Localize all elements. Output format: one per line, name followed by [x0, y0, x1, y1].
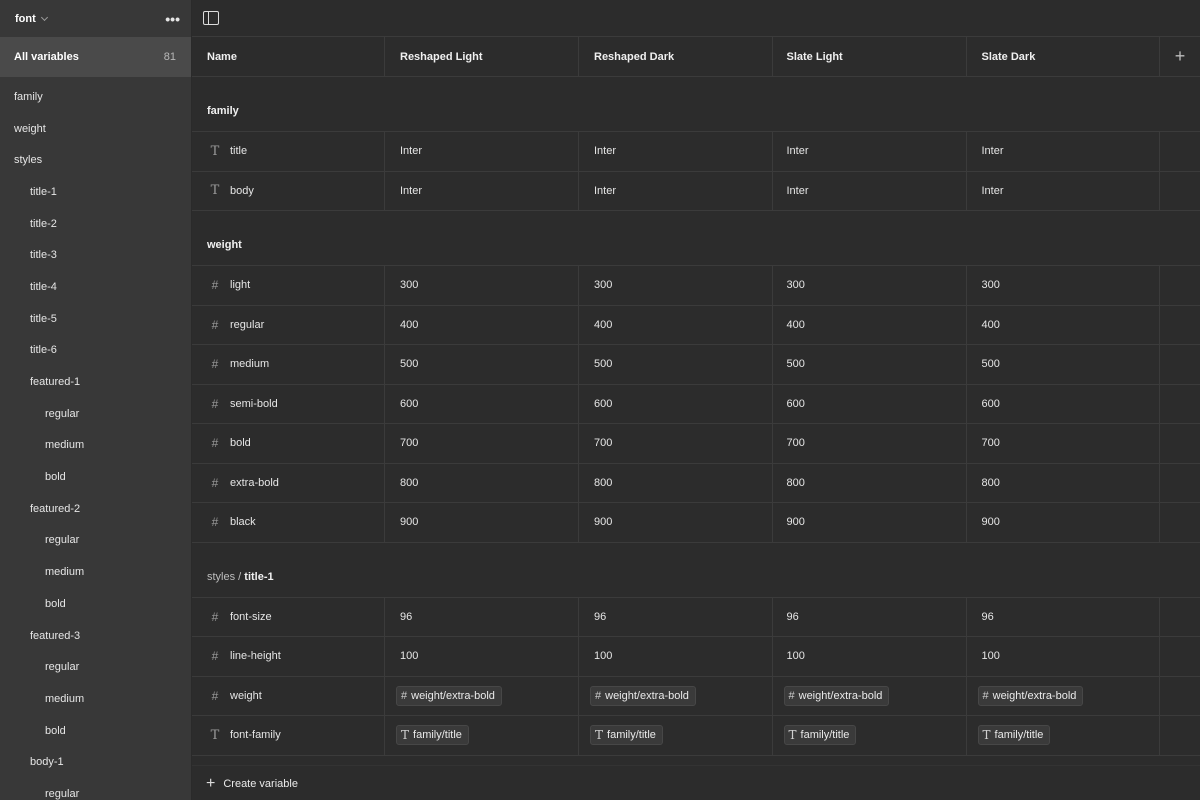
value-cell[interactable]	[385, 503, 579, 542]
number-icon: #	[211, 436, 219, 451]
variable-name: body	[230, 184, 254, 197]
sidebar-toggle-icon[interactable]	[203, 11, 219, 25]
sidebar	[0, 0, 192, 800]
value-cell[interactable]	[773, 424, 967, 463]
value-text: 300	[400, 279, 419, 292]
variable-name: bold	[230, 437, 251, 450]
variable-name: font-size	[230, 610, 272, 623]
empty-cell	[1160, 345, 1200, 384]
empty-cell	[1160, 677, 1200, 716]
value-text: Inter	[400, 145, 423, 158]
column-header-mode[interactable]: Reshaped Dark	[579, 37, 773, 76]
value-text: 300	[786, 279, 805, 292]
value-text: 800	[594, 476, 613, 489]
value-text: 700	[400, 437, 419, 450]
variable-name: semi-bold	[230, 397, 278, 410]
alias-chip[interactable]	[978, 725, 1051, 745]
value-text: 800	[786, 476, 805, 489]
sidebar-item-styles[interactable]: styles	[14, 154, 43, 167]
value-cell[interactable]	[385, 598, 579, 637]
sidebar-item-regular[interactable]: regular	[45, 787, 80, 800]
sidebar-item-regular[interactable]: regular	[45, 534, 80, 547]
alias-chip[interactable]	[590, 686, 696, 706]
variable-name: black	[230, 516, 256, 529]
group-name: title-1	[244, 570, 274, 583]
text-icon: T	[788, 728, 797, 743]
value-cell[interactable]	[579, 266, 773, 305]
alias-chip[interactable]	[978, 686, 1084, 706]
group-name: weight	[207, 239, 242, 251]
value-text: Inter	[594, 184, 617, 197]
sidebar-item-medium[interactable]: medium	[45, 692, 85, 705]
value-cell[interactable]	[579, 172, 773, 211]
value-text: 500	[400, 358, 419, 371]
value-cell[interactable]	[773, 464, 967, 503]
number-icon: #	[211, 317, 219, 332]
value-cell[interactable]	[773, 306, 967, 345]
add-mode-button[interactable]	[1160, 37, 1200, 76]
column-header-name[interactable]: Name	[192, 37, 385, 76]
table-row[interactable]	[192, 637, 1200, 677]
group-header	[192, 77, 1200, 132]
value-text: 700	[594, 437, 613, 450]
collection-name: font	[15, 12, 36, 25]
sidebar-item-all-variables[interactable]	[0, 37, 191, 77]
sidebar-item-title-4[interactable]: title-4	[30, 280, 57, 293]
variable-name-cell[interactable]	[192, 266, 385, 305]
sidebar-item-weight[interactable]: weight	[14, 122, 46, 135]
value-cell[interactable]	[967, 464, 1161, 503]
sidebar-item-featured-3[interactable]: featured-3	[30, 629, 81, 642]
value-cell[interactable]	[967, 598, 1161, 637]
value-cell[interactable]	[579, 424, 773, 463]
group-header	[192, 543, 1200, 598]
value-cell[interactable]	[773, 716, 967, 755]
collection-selector[interactable]	[0, 0, 191, 37]
variable-name: medium	[230, 358, 270, 371]
sidebar-item-family[interactable]: family	[14, 90, 43, 103]
value-cell[interactable]	[967, 132, 1161, 171]
table-row[interactable]	[192, 172, 1200, 212]
value-cell[interactable]	[385, 716, 579, 755]
empty-cell	[1160, 716, 1200, 755]
text-icon: T	[210, 727, 220, 743]
value-cell[interactable]	[579, 716, 773, 755]
column-header-mode[interactable]: Slate Dark	[967, 37, 1161, 76]
number-icon: #	[211, 515, 219, 530]
alias-chip[interactable]	[396, 725, 469, 745]
value-text: Inter	[981, 145, 1004, 158]
value-cell[interactable]	[385, 637, 579, 676]
value-text: 300	[594, 279, 613, 292]
value-cell[interactable]	[773, 598, 967, 637]
group-list	[0, 77, 191, 800]
sidebar-item-title-5[interactable]: title-5	[30, 312, 57, 325]
sidebar-item-medium[interactable]: medium	[45, 439, 85, 452]
text-icon: T	[210, 143, 220, 159]
alias-label: weight/extra-bold	[605, 689, 689, 702]
chevron-down-icon	[41, 13, 48, 20]
table-row[interactable]	[192, 464, 1200, 504]
text-icon: T	[982, 728, 991, 743]
variable-name-cell[interactable]	[192, 637, 385, 676]
number-icon: #	[595, 689, 602, 702]
variable-name-cell[interactable]	[192, 677, 385, 716]
value-text: 900	[981, 516, 1000, 529]
value-cell[interactable]	[967, 677, 1161, 716]
alias-label: weight/extra-bold	[798, 689, 883, 702]
value-cell[interactable]	[967, 306, 1161, 345]
table-row[interactable]	[192, 132, 1200, 172]
number-icon: #	[211, 688, 219, 703]
value-text: 600	[786, 397, 805, 410]
alias-chip[interactable]	[784, 725, 857, 745]
value-cell[interactable]	[967, 424, 1161, 463]
alias-chip[interactable]	[396, 686, 502, 706]
alias-label: family/title	[800, 729, 850, 742]
number-icon: #	[211, 396, 219, 411]
column-header-mode[interactable]: Slate Light	[773, 37, 967, 76]
value-text: Inter	[400, 184, 423, 197]
value-cell[interactable]	[385, 172, 579, 211]
empty-cell	[1160, 637, 1200, 676]
value-text: 400	[400, 318, 419, 331]
sidebar-item-bold[interactable]: bold	[45, 471, 66, 484]
value-cell[interactable]	[385, 132, 579, 171]
value-text: 96	[594, 610, 607, 623]
more-options-icon[interactable]: •••	[165, 10, 180, 27]
value-text: 800	[400, 476, 419, 489]
table-row[interactable]	[192, 424, 1200, 464]
alias-label: family/title	[607, 729, 656, 742]
empty-cell	[1160, 306, 1200, 345]
value-text: 500	[786, 358, 805, 371]
create-variable-label: Create variable	[223, 777, 298, 790]
table-row[interactable]	[192, 716, 1200, 756]
value-text: 500	[594, 358, 613, 371]
sidebar-item-title-1[interactable]: title-1	[30, 185, 57, 198]
value-cell[interactable]	[773, 132, 967, 171]
variable-name-cell[interactable]	[192, 132, 385, 171]
value-cell[interactable]	[579, 637, 773, 676]
value-cell[interactable]	[967, 266, 1161, 305]
number-icon: #	[211, 357, 219, 372]
value-cell[interactable]	[579, 132, 773, 171]
value-cell[interactable]	[385, 306, 579, 345]
value-cell[interactable]	[773, 266, 967, 305]
table-row[interactable]	[192, 598, 1200, 638]
table-row[interactable]	[192, 385, 1200, 425]
value-cell[interactable]	[579, 306, 773, 345]
value-cell[interactable]	[773, 637, 967, 676]
number-icon: #	[211, 475, 219, 490]
value-cell[interactable]	[579, 464, 773, 503]
value-text: 500	[981, 358, 1000, 371]
empty-cell	[1160, 503, 1200, 542]
value-text: 96	[786, 610, 799, 623]
sidebar-item-regular[interactable]: regular	[45, 407, 80, 420]
value-text: 700	[786, 437, 805, 450]
value-cell[interactable]	[967, 637, 1161, 676]
value-cell[interactable]	[773, 385, 967, 424]
table-row[interactable]	[192, 345, 1200, 385]
table-row[interactable]	[192, 266, 1200, 306]
number-icon: #	[401, 689, 408, 702]
value-text: Inter	[786, 145, 809, 158]
value-text: 100	[400, 650, 419, 663]
value-text: 400	[786, 318, 805, 331]
empty-cell	[1160, 385, 1200, 424]
empty-cell	[1160, 132, 1200, 171]
value-text: 900	[594, 516, 613, 529]
variable-name-cell[interactable]	[192, 306, 385, 345]
value-cell[interactable]	[579, 598, 773, 637]
toolbar	[192, 0, 1200, 37]
variable-count: 81	[163, 51, 176, 63]
value-text: Inter	[594, 145, 617, 158]
number-icon: #	[211, 278, 219, 293]
variable-name: title	[230, 145, 248, 158]
group-name: family	[207, 105, 239, 117]
text-icon: T	[210, 183, 220, 199]
value-text: 400	[594, 318, 613, 331]
variable-name-cell[interactable]	[192, 598, 385, 637]
sidebar-item-medium[interactable]: medium	[45, 566, 85, 579]
number-icon: #	[211, 649, 219, 664]
value-cell[interactable]	[967, 503, 1161, 542]
table-row[interactable]	[192, 306, 1200, 346]
number-icon: #	[211, 609, 219, 624]
value-text: 100	[981, 650, 1000, 663]
value-text: Inter	[981, 184, 1004, 197]
value-cell[interactable]	[967, 716, 1161, 755]
sidebar-item-body-1[interactable]: body-1	[30, 756, 64, 769]
sidebar-item-regular[interactable]: regular	[45, 661, 80, 674]
alias-label: weight/extra-bold	[992, 689, 1077, 702]
table-row[interactable]	[192, 677, 1200, 717]
value-cell[interactable]	[579, 385, 773, 424]
value-cell[interactable]	[385, 266, 579, 305]
value-cell[interactable]	[579, 503, 773, 542]
alias-chip[interactable]	[590, 725, 663, 745]
variable-name: weight	[230, 689, 262, 702]
variable-name-cell[interactable]	[192, 464, 385, 503]
value-cell[interactable]	[385, 424, 579, 463]
value-text: 100	[594, 650, 613, 663]
value-text: Inter	[786, 184, 809, 197]
value-text: 800	[981, 476, 1000, 489]
value-cell[interactable]	[385, 345, 579, 384]
sidebar-item-featured-1[interactable]: featured-1	[30, 376, 81, 389]
variable-name: line-height	[230, 650, 281, 663]
value-cell[interactable]	[385, 464, 579, 503]
value-cell[interactable]	[385, 677, 579, 716]
value-cell[interactable]	[773, 172, 967, 211]
plus-icon: +	[206, 774, 216, 792]
alias-label: family/title	[994, 729, 1044, 742]
variable-name-cell[interactable]	[192, 345, 385, 384]
empty-cell	[1160, 172, 1200, 211]
value-cell[interactable]	[385, 385, 579, 424]
group-header	[192, 211, 1200, 266]
alias-label: weight/extra-bold	[411, 689, 495, 702]
number-icon: #	[788, 689, 795, 702]
value-text: 100	[786, 650, 805, 663]
empty-cell	[1160, 266, 1200, 305]
value-text: 600	[981, 397, 1000, 410]
table-row[interactable]	[192, 503, 1200, 543]
value-cell[interactable]	[773, 677, 967, 716]
create-variable-button[interactable]	[192, 765, 1200, 800]
sidebar-item-title-6[interactable]: title-6	[30, 344, 57, 357]
value-text: 700	[981, 437, 1000, 450]
variable-name-cell[interactable]	[192, 385, 385, 424]
empty-cell	[1160, 464, 1200, 503]
value-cell[interactable]	[967, 385, 1161, 424]
column-header-mode[interactable]: Reshaped Light	[385, 37, 579, 76]
variable-name: regular	[230, 318, 265, 331]
variable-name-cell[interactable]	[192, 716, 385, 755]
value-cell[interactable]	[773, 503, 967, 542]
table-header	[192, 37, 1200, 77]
sidebar-item-bold[interactable]: bold	[45, 597, 66, 610]
sidebar-item-title-3[interactable]: title-3	[30, 249, 57, 262]
value-cell[interactable]	[967, 345, 1161, 384]
variable-name-cell[interactable]	[192, 172, 385, 211]
variable-name-cell[interactable]	[192, 503, 385, 542]
variable-name: light	[230, 279, 251, 292]
empty-cell	[1160, 424, 1200, 463]
value-text: 900	[400, 516, 419, 529]
table-body	[192, 77, 1200, 756]
value-text: 96	[981, 610, 994, 623]
text-icon: T	[595, 728, 604, 743]
group-path-prefix: styles /	[207, 570, 245, 583]
value-text: 600	[594, 397, 613, 410]
empty-cell	[1160, 598, 1200, 637]
sidebar-item-bold[interactable]: bold	[45, 724, 66, 737]
value-cell[interactable]	[967, 172, 1161, 211]
sidebar-item-featured-2[interactable]: featured-2	[30, 502, 81, 515]
value-cell[interactable]	[579, 345, 773, 384]
variable-name: font-family	[230, 729, 281, 742]
variable-name: extra-bold	[230, 476, 279, 489]
value-text: 300	[981, 279, 1000, 292]
alias-chip[interactable]	[784, 686, 890, 706]
value-text: 400	[981, 318, 1000, 331]
value-text: 900	[786, 516, 805, 529]
number-icon: #	[982, 689, 989, 702]
value-text: 96	[400, 610, 413, 623]
text-icon: T	[401, 728, 410, 743]
variables-table	[192, 37, 1200, 756]
alias-label: family/title	[413, 729, 462, 742]
variable-name-cell[interactable]	[192, 424, 385, 463]
value-cell[interactable]	[579, 677, 773, 716]
sidebar-item-label: All variables	[14, 51, 79, 63]
value-text: 600	[400, 397, 419, 410]
value-cell[interactable]	[773, 345, 967, 384]
plus-icon: +	[1174, 46, 1186, 66]
sidebar-item-title-2[interactable]: title-2	[30, 217, 57, 230]
